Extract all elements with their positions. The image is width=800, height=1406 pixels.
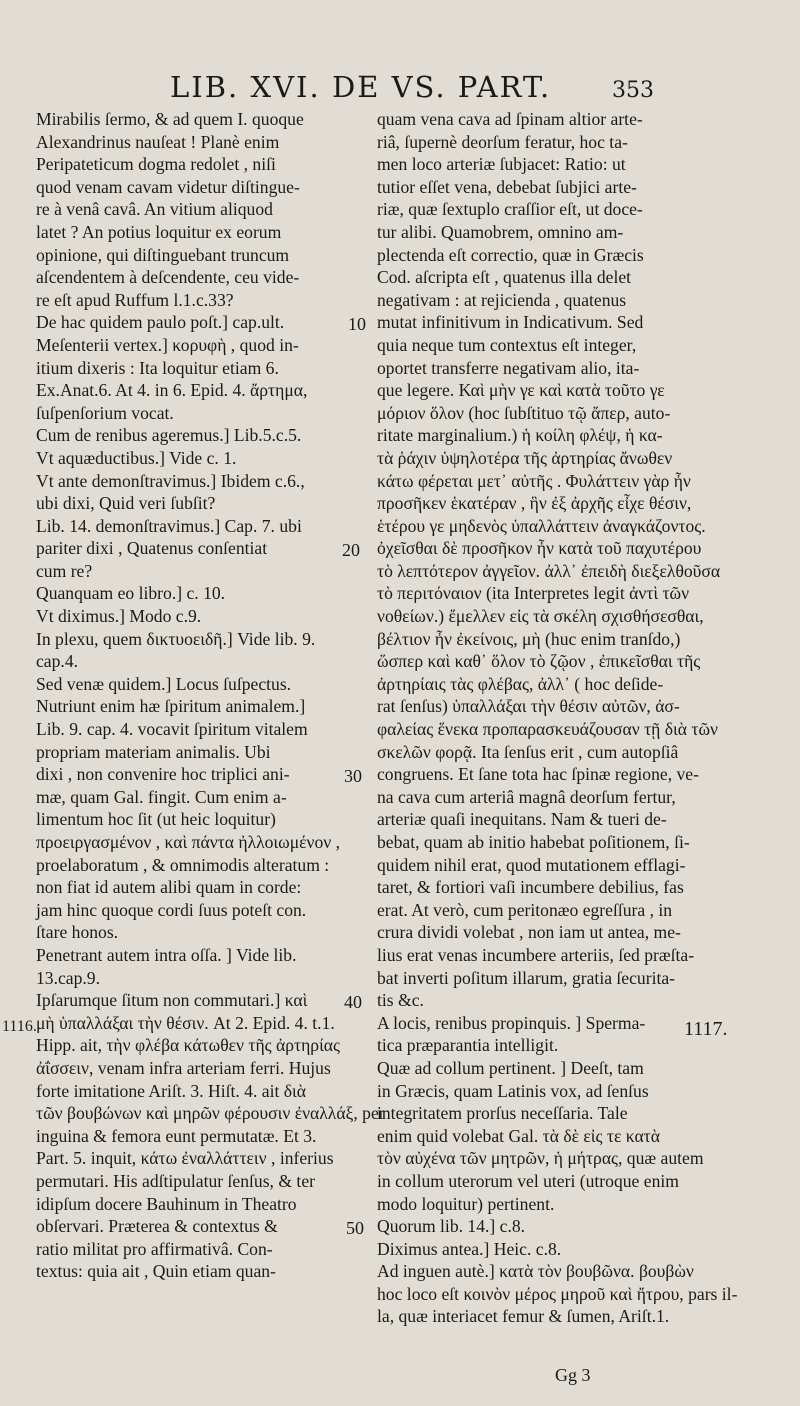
text-line: ὀχεῖσθαι δὲ προσῆκον ἦν κατὰ τοῦ παχυτέρου <box>377 538 702 559</box>
text-line: Alexandrinus nauſeat ! Planè enim <box>36 131 280 152</box>
text-line: bat inverti poſitum illarum, gratia ſecurita- <box>377 967 676 988</box>
text-line: limentum hoc ſit (ut heic loquitur) <box>36 809 276 830</box>
text-line: Nutriunt enim hæ ſpiritum animalem.] <box>36 696 306 717</box>
text-line: προσῆκεν ἑκατέραν , ἣν ἐξ ἀρχῆς εἶχε θέσιν, <box>377 493 692 514</box>
text-line: ὥσπερ καὶ καθ᾽ ὅλον τὸ ζῷον , ἐπικεῖσθαι τῆς <box>377 651 701 672</box>
text-line: forte imitatione Ariſt. 3. Hiſt. 4. ait διὰ <box>36 1080 306 1101</box>
text-line: enim quid volebat Gal. τὰ δὲ εἰς τε κατὰ <box>377 1125 660 1146</box>
running-header: LIB. XVI. DE VS. PART. <box>170 70 552 104</box>
text-line: μόριον ὅλον (hoc ſubſtituo τῷ ἄπερ, auto- <box>377 402 671 423</box>
text-line: ἀΐσσειν, venam infra arteriam ferri. Hujus <box>36 1057 331 1078</box>
text-line: idipſum docere Bauhinum in Theatro <box>36 1193 297 1214</box>
text-line: in Græcis, quam Latinis vox, ad ſenſus <box>377 1080 649 1101</box>
text-line: non fiat id autem alibi quam in corde: <box>36 877 302 898</box>
text-line: quod venam cavam videtur diſtingue- <box>36 176 300 197</box>
text-line: Peripateticum dogma redolet , niſi <box>36 154 276 175</box>
text-line: modo loquitur) pertinent. <box>377 1193 555 1214</box>
text-line: ſtare honos. <box>36 922 119 943</box>
text-line: De hac quidem paulo poſt.] cap.ult. <box>36 312 285 333</box>
text-line: Lib. 9. cap. 4. vocavit ſpiritum vitalem <box>36 719 308 740</box>
text-line: oportet transferre negativam alio, ita- <box>377 357 640 378</box>
text-line: tur alibi. Quamobrem, omnino am- <box>377 221 624 242</box>
text-line: μὴ ὑπαλλάξαι τὴν θέσιν. At 2. Epid. 4. t.1. <box>36 1012 335 1033</box>
line-number: 10 <box>348 314 366 334</box>
text-line: arteriæ quaſi inequitans. Nam & tueri de- <box>377 809 667 830</box>
text-line: Sed venæ quidem.] Locus ſuſpectus. <box>36 673 292 694</box>
text-line: mutat infinitivum in Indicativum. Sed <box>377 312 644 333</box>
text-line: riæ, quæ ſextuplo craſſior eſt, ut doce- <box>377 199 643 220</box>
text-line: Part. 5. inquit, κάτω ἐναλλάττειν , inferius <box>36 1148 334 1169</box>
text-line: ἑτέρου γε μηδενὸς ὑπαλλάττειν ἀναγκάζοντος. <box>377 515 706 536</box>
text-line: rat ſenſus) ὑπαλλάξαι τὴν θέσιν αὐτῶν, ἀσ- <box>377 696 680 717</box>
text-line: ἀρτηρίαις τὰς φλέβας, ἀλλ᾽ ( hoc deſide- <box>377 673 664 694</box>
text-line: σκελῶν φορᾷ. Ita ſenſus erit , cum autopſiâ <box>377 741 679 762</box>
text-line: negativam : at rejicienda , quatenus <box>377 289 627 310</box>
text-line: re à venâ cavâ. An vitium aliquod <box>36 199 273 220</box>
text-line: 13.cap.9. <box>36 967 101 988</box>
text-line: Penetrant autem intra oſſa. ] Vide lib. <box>36 944 297 965</box>
text-line: τὸν αὐχένα τῶν μητρῶν, ἡ μήτρας, quæ autem <box>377 1148 704 1169</box>
line-number: 20 <box>342 540 360 560</box>
text-line: Hipp. ait, τὴν φλέβα κάτωθεν τῆς ἀρτηρίας <box>36 1035 340 1056</box>
text-line: quam vena cava ad ſpinam altior arte- <box>377 109 643 129</box>
text-line: inguina & femora eunt permutatæ. Et 3. <box>36 1125 317 1146</box>
text-line: tis &c. <box>377 990 424 1011</box>
text-line: Mirabilis ſermo, & ad quem I. quoque <box>36 109 304 129</box>
text-line: Quæ ad collum pertinent. ] Deeſt, tam <box>377 1057 644 1078</box>
text-line: que legere. Καὶ μὴν γε καὶ κατὰ τοῦτο γε <box>377 380 665 401</box>
text-line: aſcendentem à deſcendente, ceu vide- <box>36 267 300 288</box>
text-line: erat. At verò, cum peritonæo egreſſura , in <box>377 899 673 920</box>
text-line: φαλείας ἕνεκα προπαρασκευάζουσαν τῇ διὰ τῶν <box>377 719 718 740</box>
text-line: itium dixeris : Ita loquitur etiam 6. <box>36 357 279 378</box>
text-line: congruens. Et ſane tota hac ſpinæ regione, ve- <box>377 764 699 785</box>
text-line: Ipſarumque ſitum non commutari.] καὶ <box>36 990 308 1011</box>
text-line: Ex.Anat.6. At 4. in 6. Epid. 4. ἄρτημα, <box>36 380 308 401</box>
text-line: ratio militat pro affirmativâ. Con- <box>36 1238 273 1259</box>
text-line: Quanquam eo libro.] c. 10. <box>36 583 226 604</box>
text-line: latet ? An potius loquitur ex eorum <box>36 221 282 242</box>
margin-note: 1116. <box>2 1018 37 1035</box>
page-number: 353 <box>612 78 654 103</box>
text-line: τὸ λεπτότερον ἀγγεῖον. ἀλλ᾽ ἐπειδὴ διεξελθοῦσα <box>377 560 721 581</box>
text-line: na cava cum arteriâ magnâ deorſum fertur, <box>377 786 676 807</box>
text-line: cum re? <box>36 560 93 581</box>
text-line: riâ, ſupernè deorſum feratur, hoc ta- <box>377 131 628 152</box>
text-line: obſervari. Præterea & contextus & <box>36 1216 278 1237</box>
line-number: 40 <box>344 992 362 1012</box>
text-line: tica præparantia intelligit. <box>377 1035 559 1056</box>
text-line: opinione, qui diſtinguebant truncum <box>36 244 290 265</box>
text-line: ubi dixi, Quid veri ſubſit? <box>36 493 216 514</box>
text-line: tutior eſſet vena, debebat ſubjici arte- <box>377 176 637 197</box>
line-number: 50 <box>346 1218 364 1238</box>
text-line: κάτω φέρεται μετ᾽ αὐτῆς . Φυλάττειν γὰρ ἦν <box>377 470 691 491</box>
text-line: Cod. aſcripta eſt , quatenus illa delet <box>377 267 632 288</box>
text-line: in collum uterorum vel uteri (utroque enim <box>377 1170 679 1191</box>
line-number: 30 <box>344 766 362 786</box>
text-line: ritate marginalium.) ἡ κοίλη φλέψ, ἡ κα- <box>377 425 663 446</box>
text-line: lius erat venas incumbere arteriis, ſed præſta- <box>377 944 695 965</box>
text-line: mæ, quam Gal. fingit. Cum enim a- <box>36 786 287 807</box>
text-line: cap.4. <box>36 651 79 672</box>
text-line: Vt diximus.] Modo c.9. <box>36 606 202 627</box>
text-line: dixi , non convenire hoc triplici ani- <box>36 764 290 785</box>
text-line: crura dividi volebat , non iam ut antea, me- <box>377 922 681 943</box>
signature-mark: Gg 3 <box>555 1365 591 1385</box>
text-line: τῶν βουβώνων καὶ μηρῶν φέρουσιν ἐναλλάξ, per <box>36 1103 385 1124</box>
text-line: men loco arteriæ ſubjacet: Ratio: ut <box>377 154 626 175</box>
text-line: hoc loco eſt κοινὸν μέρος μηροῦ καὶ ἤτρου, pars il- <box>377 1283 738 1304</box>
text-line: προειργασμένον , καὶ πάντα ἠλλοιωμένον , <box>36 832 341 852</box>
text-line: ſuſpenſorium vocat. <box>36 402 174 423</box>
text-line: Vt aquæductibus.] Vide c. 1. <box>36 447 237 468</box>
text-line: quidem nihil erat, quod mutationem efflagi- <box>377 854 686 875</box>
margin-note: 1117. <box>684 1018 728 1040</box>
text-line: re eſt apud Ruffum l.1.c.33? <box>36 289 234 310</box>
text-line: Quorum lib. 14.] c.8. <box>377 1216 526 1237</box>
text-line: la, quæ interiacet femur & ſumen, Ariſt.1. <box>377 1306 670 1327</box>
text-line: bebat, quam ab initio habebat poſitionem, ſi- <box>377 832 690 852</box>
text-line: permutari. His adſtipulatur ſenſus, & ter <box>36 1170 315 1191</box>
text-line: τὰ ῥάχιν ὑψηλοτέρα τῆς ἀρτηρίας ἄνωθεν <box>377 447 673 468</box>
text-line: jam hinc quoque cordi ſuus poteſt con. <box>36 899 307 920</box>
text-line: taret, & fortiori vaſi incumbere debilius, fas <box>377 877 684 898</box>
text-line: Cum de renibus ageremus.] Lib.5.c.5. <box>36 425 302 446</box>
text-line: Diximus antea.] Heic. c.8. <box>377 1238 562 1259</box>
text-line: pariter dixi , Quatenus conſentiat <box>36 538 268 559</box>
text-line: In plexu, quem δικτυοειδῆ.] Vide lib. 9. <box>36 628 316 649</box>
text-line: νοθείων.) ἔμελλεν εἰς τὰ σκέλη σχισθήσεσθαι, <box>377 606 704 627</box>
text-line: textus: quia ait , Quin etiam quan- <box>36 1261 276 1282</box>
text-line: Vt ante demonſtravimus.] Ibidem c.6., <box>36 470 305 491</box>
text-line: quia neque tum contextus eſt integer, <box>377 334 637 355</box>
text-line: βέλτιον ἦν ἐκείνοις, μὴ (huc enim tranſdo,) <box>377 628 681 649</box>
text-line: Lib. 14. demonſtravimus.] Cap. 7. ubi <box>36 515 302 536</box>
text-line: integritatem prorſus neceſſaria. Tale <box>377 1103 628 1124</box>
text-line: Ad inguen autè.] κατὰ τὸν βουβῶνα. βουβὼν <box>377 1261 694 1282</box>
text-line: proelaboratum , & omnimodis alteratum : <box>36 854 330 875</box>
text-line: τὸ περιτόναιον (ita Interpretes legit ἀντὶ τῶν <box>377 583 690 604</box>
text-line: A locis, renibus propinquis. ] Sperma- <box>377 1012 646 1033</box>
text-line: propriam materiam animalis. Ubi <box>36 741 271 762</box>
text-line: plectenda eſt correctio, quæ in Græcis <box>377 244 644 265</box>
text-line: Meſenterii vertex.] κορυφὴ , quod in- <box>36 334 299 355</box>
